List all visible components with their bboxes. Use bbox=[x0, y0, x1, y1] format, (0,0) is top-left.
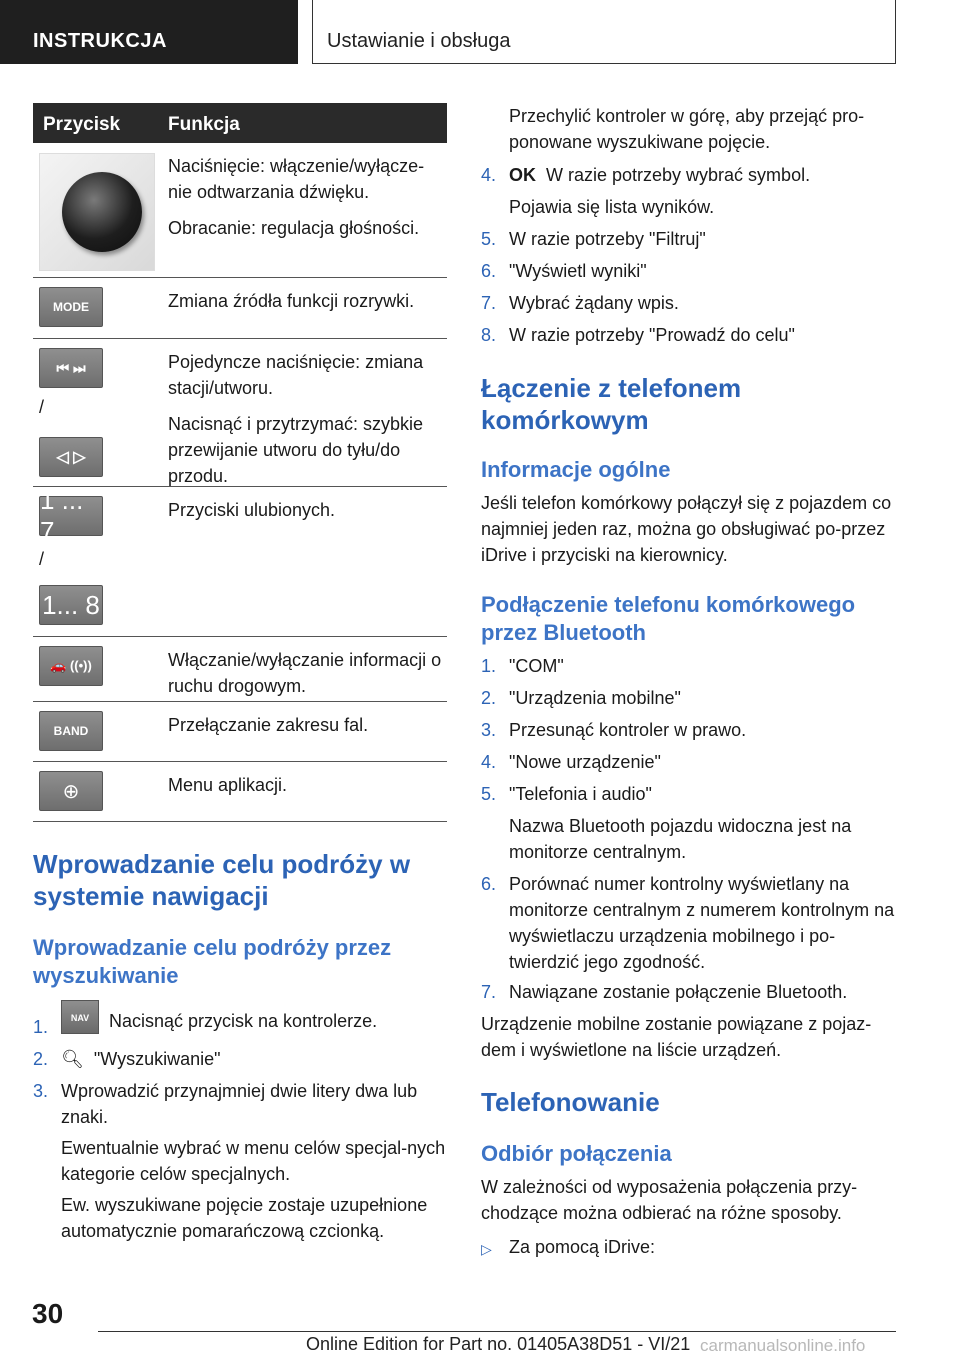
info-heading: Informacje ogólne bbox=[481, 457, 671, 482]
section-tab: INSTRUKCJA bbox=[0, 0, 298, 64]
edition-text: Online Edition for Part no. 01405A38D51 - VI/21 bbox=[306, 1334, 691, 1354]
table-row bbox=[33, 702, 447, 762]
bluetooth-heading: Podłączenie telefonu komórkowego przez Bluetooth bbox=[481, 592, 856, 645]
table-row bbox=[33, 487, 447, 637]
nav-key-icon: NAV bbox=[61, 1000, 99, 1034]
favorites-8-key-icon: 1... 8 bbox=[39, 585, 103, 625]
column-header-button: Przycisk bbox=[43, 114, 121, 135]
table-row bbox=[33, 637, 447, 702]
info-text: Jeśli telefon komórkowy połączył się z pojazdem co najmniej jeden raz, można go obsługiwać po-przez iDrive i przyciski na kierownicy. bbox=[481, 493, 892, 565]
seek-arrows-icon: ◁ ▷ bbox=[39, 437, 103, 477]
watermark: carmanualsonline.info bbox=[700, 1336, 866, 1355]
list-item: 1. "COM" bbox=[481, 656, 564, 676]
list-item: ▷ Za pomocą iDrive: bbox=[481, 1234, 899, 1260]
nav-heading: Wprowadzanie celu podróży w systemie nawigacji bbox=[33, 849, 411, 911]
table-row bbox=[33, 143, 447, 278]
list-item: 3. Przesunąć kontroler w prawo. bbox=[481, 720, 747, 740]
function-text: Przyciski ulubionych. bbox=[168, 500, 336, 520]
note-text: Ewentualnie wybrać w menu celów specjal-nych kategorie celów specjalnych. bbox=[61, 1138, 446, 1184]
bluetooth-after-text: Urządzenie mobilne zostanie powiązane z pojaz-dem i wyświetlone na liście urządzeń. bbox=[481, 1014, 872, 1060]
list-item: 6. "Wyświetl wyniki" bbox=[481, 261, 647, 281]
list-item: 7. Wybrać żądany wpis. bbox=[481, 293, 679, 313]
controls-table bbox=[33, 103, 447, 822]
intro-text: Przechylić kontroler w górę, aby przejąć pro-ponowane wyszukiwane pojęcie. bbox=[509, 106, 865, 152]
chapter-title: Ustawianie i obsługa bbox=[312, 0, 896, 64]
search-icon: 🔍︎ bbox=[61, 1049, 84, 1069]
function-text: Pojedyncze naciśnięcie: zmiana stacji/utworu. bbox=[168, 352, 424, 398]
favorites-7-key-icon: 1 ... 7 bbox=[39, 496, 103, 536]
list-item: 6. Porównać numer kontrolny wyświetlany na monitorze centralnym z numerem kontrolnym na wyświetlaczu urządzenia mobilnego i po-twierdzić jego zgodność. bbox=[481, 874, 895, 972]
list-item: 5. W razie potrzeby "Filtruj" bbox=[481, 229, 706, 249]
nav-subheading: Wprowadzanie celu podróży przez wyszukiwanie bbox=[33, 935, 392, 988]
skip-track-keys-icon: ⏮ ⏭ bbox=[39, 348, 103, 388]
list-item: 3. Wprowadzić przynajmniej dwie litery dwa lub znaki. bbox=[33, 1081, 418, 1127]
list-item: 2. "Urządzenia mobilne" bbox=[481, 688, 681, 708]
answer-heading: Odbiór połączenia bbox=[481, 1141, 672, 1166]
table-row bbox=[33, 278, 447, 339]
phone-heading: Łączenie z telefonem komórkowym bbox=[481, 373, 742, 435]
calling-heading: Telefonowanie bbox=[481, 1087, 660, 1117]
ok-icon: OK bbox=[509, 165, 536, 185]
function-text: Włączanie/wyłączanie informacji o ruchu drogowym. bbox=[168, 650, 442, 696]
function-text: Przełączanie zakresu fal. bbox=[168, 715, 369, 735]
page-number: 30 bbox=[32, 1298, 64, 1329]
separator: / bbox=[39, 397, 45, 417]
table-header bbox=[33, 103, 447, 143]
list-item: Nazwa Bluetooth pojazdu widoczna jest na monitorze centralnym. bbox=[509, 816, 852, 862]
volume-knob-image bbox=[39, 153, 155, 271]
footer-divider bbox=[98, 1331, 896, 1332]
table-row bbox=[33, 762, 447, 822]
list-item: 5. "Telefonia i audio" bbox=[481, 784, 652, 804]
mode-key-icon: MODE bbox=[39, 287, 103, 327]
traffic-info-key-icon: 🚗 ((•)) bbox=[39, 646, 103, 686]
list-item: 2. 🔍︎ "Wyszukiwanie" bbox=[33, 1049, 221, 1069]
column-header-function: Funkcja bbox=[168, 114, 240, 135]
bullet-triangle-icon: ▷ bbox=[481, 1241, 492, 1257]
list-item: 8. W razie potrzeby "Prowadź do celu" bbox=[481, 325, 795, 345]
table-row bbox=[33, 339, 447, 487]
band-key-icon: BAND bbox=[39, 711, 103, 751]
list-item: 4. "Nowe urządzenie" bbox=[481, 752, 661, 772]
separator: / bbox=[39, 549, 45, 569]
list-item: 7. Nawiązane zostanie połączenie Bluetooth. bbox=[481, 982, 848, 1002]
function-text: Nacisnąć i przytrzymać: szybkie przewijanie utworu do tyłu/do przodu. bbox=[168, 414, 424, 486]
function-text: Zmiana źródła funkcji rozrywki. bbox=[168, 291, 415, 311]
list-item: 1. NAV Nacisnąć przycisk na kontrolerze. bbox=[33, 1000, 447, 1040]
list-item: Pojawia się lista wyników. bbox=[509, 197, 715, 217]
function-text: Naciśnięcie: włączenie/wyłącze-nie odtwarzania dźwięku. bbox=[168, 156, 425, 202]
list-item: 4. OK W razie potrzeby wybrać symbol. bbox=[481, 165, 811, 185]
apps-key-icon: ⊕ bbox=[39, 771, 103, 811]
answer-text: W zależności od wyposażenia połączenia przy-chodzące można odbierać na różne sposoby. bbox=[481, 1177, 858, 1223]
function-text: Menu aplikacji. bbox=[168, 775, 288, 795]
function-text: Obracanie: regulacja głośności. bbox=[168, 218, 420, 238]
note-text: Ew. wyszukiwane pojęcie zostaje uzupełnione automatycznie pomarańczową czcionką. bbox=[61, 1195, 428, 1241]
